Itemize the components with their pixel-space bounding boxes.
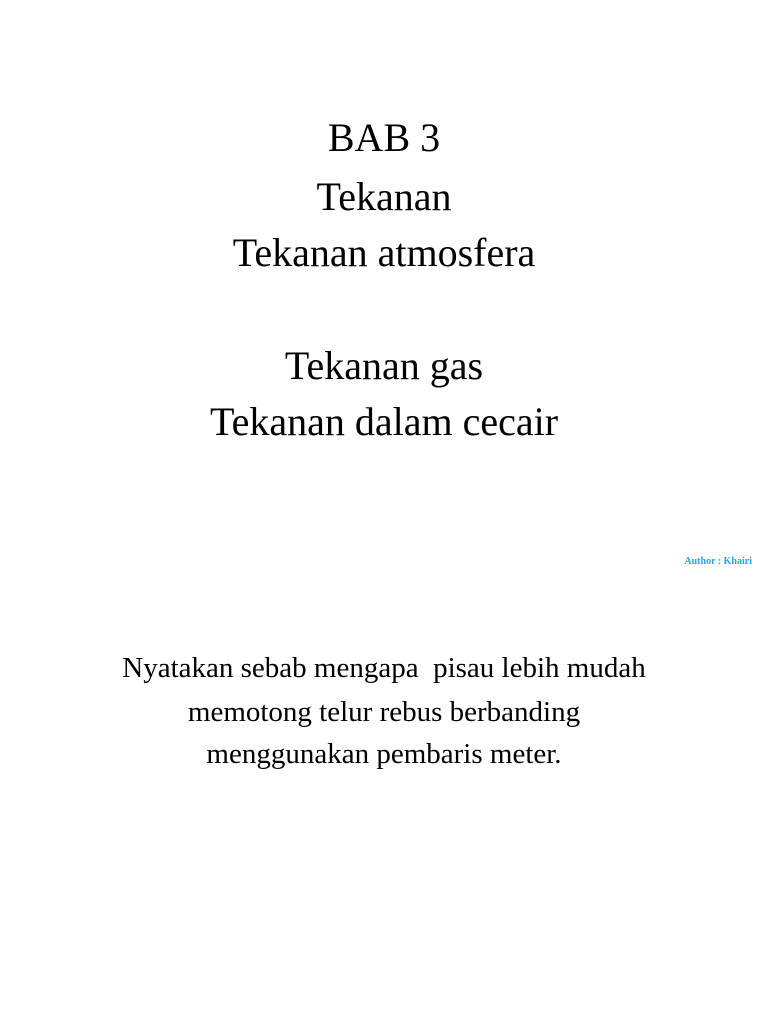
question-line: menggunakan pembaris meter. bbox=[206, 738, 562, 770]
question-line: Nyatakan sebab mengapa pisau lebih mudah bbox=[122, 652, 646, 684]
author-credit: Author : Khairi bbox=[684, 556, 752, 567]
chapter-title: BAB 3 bbox=[327, 115, 441, 160]
question-line: memotong telur rebus berbanding bbox=[187, 696, 581, 728]
topic-item: Tekanan dalam cecair bbox=[209, 399, 559, 444]
topic-item: Tekanan bbox=[316, 174, 452, 219]
topic-item: Tekanan atmosfera bbox=[232, 230, 536, 275]
topic-item: Tekanan gas bbox=[284, 343, 484, 388]
